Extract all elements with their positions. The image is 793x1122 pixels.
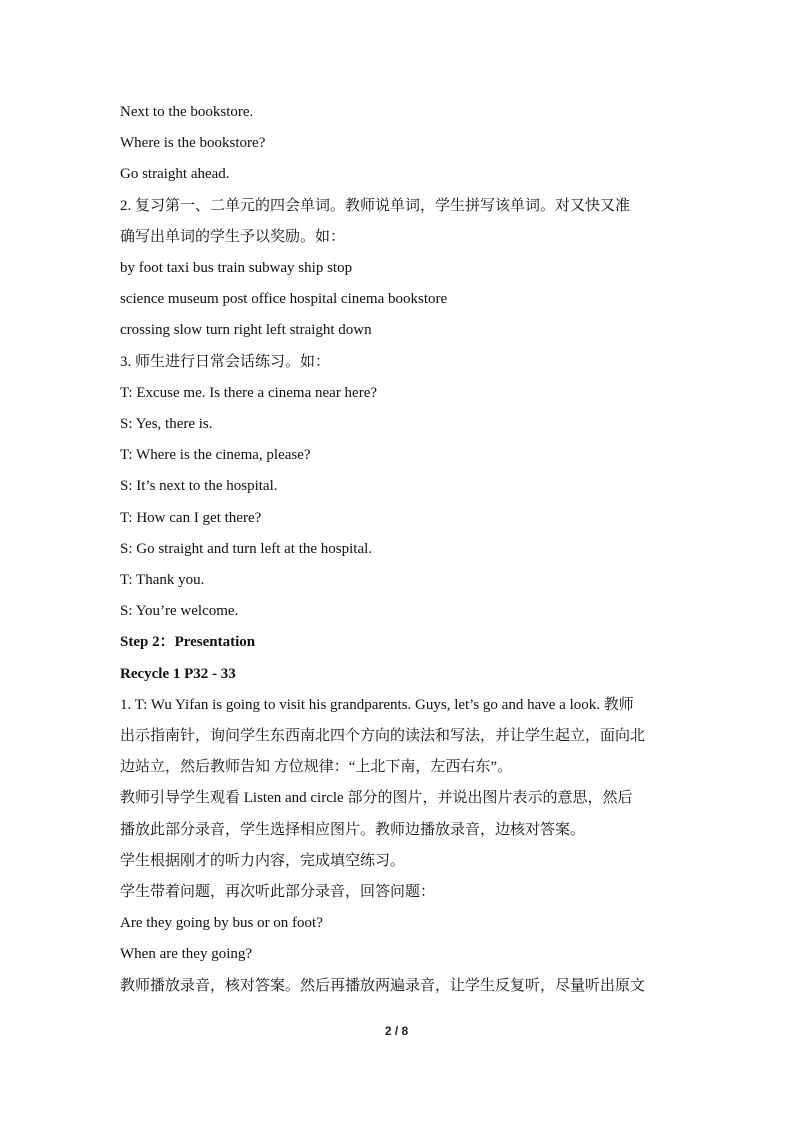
text-line: 播放此部分录音，学生选择相应图片。教师边播放录音，边核对答案。 — [120, 821, 586, 838]
text-line: 学生带着问题，再次听此部分录音，回答问题： — [120, 884, 436, 900]
text-line: S: Yes, there is. — [120, 416, 213, 432]
section-heading: Step 2：Presentation — [120, 634, 256, 651]
text-line: When are they going? — [120, 946, 253, 963]
text-line: T: How can I get there? — [120, 509, 262, 526]
text-line: T: Excuse me. Is there a cinema near here? — [120, 384, 378, 401]
text-line: Next to the bookstore. — [120, 104, 254, 120]
text-line: 边站立，然后教师告知 方位规律：“上北下南，左西右东”。 — [120, 759, 513, 776]
section-heading: Recycle 1 P32 - 33 — [120, 665, 236, 682]
text-line: S: It’s next to the hospital. — [120, 478, 278, 495]
page-number: 2 / 8 — [384, 1024, 409, 1038]
text-line: S: Go straight and turn left at the hospital. — [120, 540, 373, 557]
text-line: T: Where is the cinema, please? — [120, 447, 311, 464]
text-line: 3. 师生进行日常会话练习。如： — [120, 353, 331, 370]
text-line: crossing slow turn right left straight down — [120, 322, 372, 339]
text-line: 出示指南针，询问学生东西南北四个方向的读法和写法，并让学生起立，面向北 — [120, 728, 646, 744]
text-line: by foot taxi bus train subway ship stop — [120, 260, 353, 276]
text-line: science museum post office hospital cinema bookstore — [120, 291, 448, 308]
text-line: Where is the bookstore? — [120, 135, 266, 152]
text-line: Go straight ahead. — [120, 166, 230, 183]
text-line: 确写出单词的学生予以奖励。如： — [120, 228, 346, 245]
text-line: Are they going by bus or on foot? — [120, 915, 323, 932]
text-line: 教师引导学生观看 Listen and circle 部分的图片，并说出图片表示的意思，然后 — [120, 790, 633, 807]
text-line: 2. 复习第一、二单元的四会单词。教师说单词，学生拼写该单词。对又快又准 — [120, 197, 631, 214]
text-line: T: Thank you. — [120, 572, 205, 588]
text-line: 教师播放录音，核对答案。然后再播放两遍录音，让学生反复听，尽量听出原文 — [120, 977, 646, 994]
text-line: 学生根据刚才的听力内容，完成填空练习。 — [120, 852, 406, 869]
text-line: 1. T: Wu Yifan is going to visit his grandparents. Guys, let’s go and have a look. 教师 — [120, 696, 634, 713]
text-line: S: You’re welcome. — [120, 603, 239, 620]
